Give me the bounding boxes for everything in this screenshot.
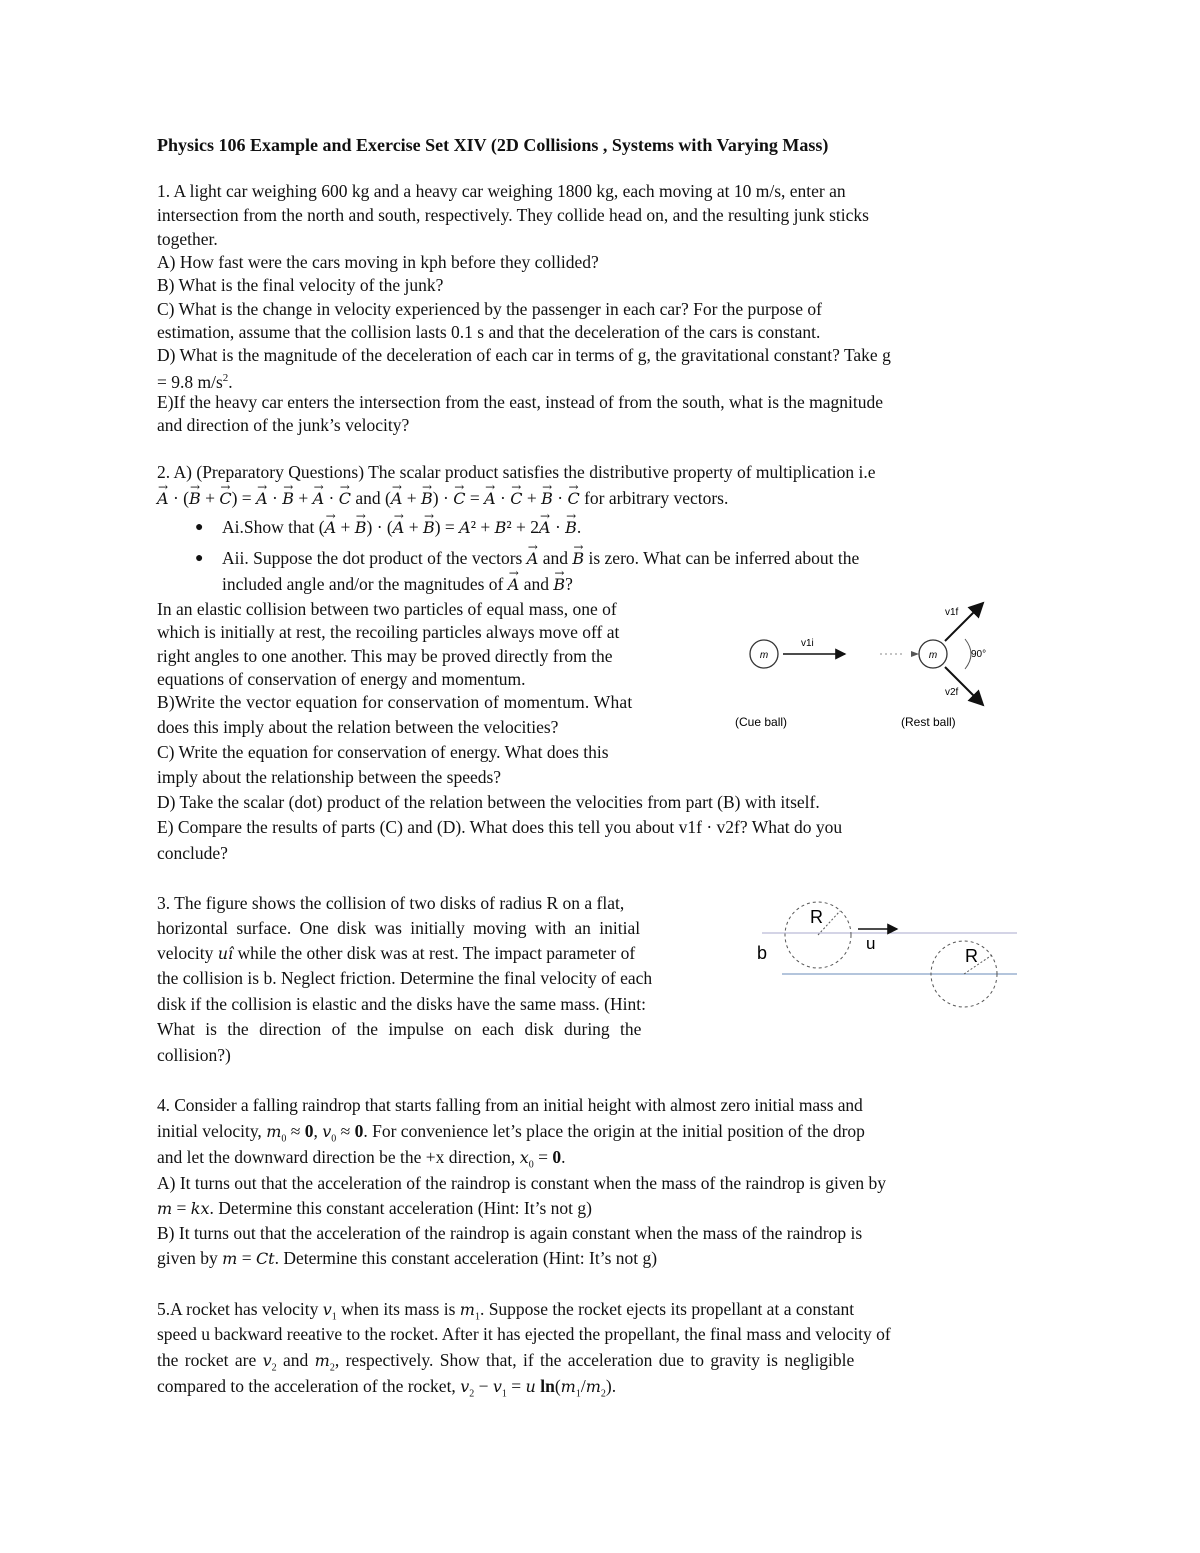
q1-part-c-line-2: estimation, assume that the collision lasts 0.1 s and that the deceleration of the cars is constant. (157, 322, 821, 342)
q2-line-1: 2. A) (Preparatory Questions) The scalar product satisfies the distributive property of multiplication i.e (157, 462, 876, 482)
q1-part-b: B) What is the final velocity of the junk? (157, 275, 444, 295)
v2f-arrow (945, 667, 983, 705)
page-title: Physics 106 Example and Exercise Set XIV (2D Collisions , Systems with Varying Mass) (157, 135, 829, 155)
q2-part-e-line-1: E) Compare the results of parts (C) and (D). What does this tell you about v1f · v2f? What do you (157, 817, 843, 837)
q3-line-4: the collision is b. Neglect friction. Determine the final velocity of each (157, 968, 653, 988)
bullet-icon: ● (195, 520, 204, 535)
q2-part-ai: Ai.Show that (→ A + → B) · (→ A + → B) = A² + B² + 2→ A · → B. (222, 515, 581, 540)
q3-line-2: horizontal surface. One disk was initially moving with an initial (157, 918, 641, 938)
velocity-label: u (866, 934, 876, 953)
v1f-label: v1f (945, 607, 959, 618)
rest-ball-caption: (Rest ball) (901, 715, 956, 729)
q2-part-d: D) Take the scalar (dot) product of the relation between the velocities from part (B) with itself. (157, 792, 820, 812)
v1i-label: v1i (801, 638, 814, 649)
q4-part-b-line-1: B) It turns out that the acceleration of the raindrop is again constant when the mass of the raindrop is (157, 1223, 863, 1243)
q1-part-d-line-2: = 9.8 $m/s^2$. (157, 371, 233, 392)
q2-part-aii-line-1: Aii. Suppose the dot product of the vectors → A and → B is zero. What can be inferred about the (222, 546, 859, 571)
q2-part-b-line-1: B)Write the vector equation for conservation of momentum. What (157, 692, 633, 712)
q3-line-3: velocity uî while the other disk was at rest. The impact parameter of (157, 943, 636, 963)
q1-part-d-line-1: D) What is the magnitude of the deceleration of each car in terms of g, the gravitational constant? Take g (157, 345, 891, 365)
q2-paragraph-line-1: In an elastic collision between two particles of equal mass, one of (157, 599, 617, 619)
q2-part-c-line-2: imply about the relationship between the speeds? (157, 767, 502, 787)
q2-part-c-line-1: C) Write the equation for conservation of energy. What does this (157, 742, 609, 762)
q1-line-2: intersection from the north and south, respectively. They collide head on, and the resulting junk sticks (157, 205, 869, 225)
q4-line-2: initial velocity, $m_0 \approx 0$, $v_0 \approx 0$. For convenience let’s place the origin at the initial position of the drop (157, 1121, 865, 1145)
q1-line-1: 1. A light car weighing 600 kg and a heavy car weighing 1800 kg, each moving at 10 m/s, enter an (157, 181, 846, 201)
q2-paragraph-line-3: right angles to one another. This may be proved directly from the (157, 646, 613, 666)
q5-line-3: the rocket are $v_2$ and $m_2$, respectively. Show that, if the acceleration due to gravity is negligible (157, 1350, 855, 1374)
v2f-label: v2f (945, 687, 959, 698)
q1-part-e-line-1: E)If the heavy car enters the intersection from the east, instead of from the south, what is the magnitude (157, 392, 884, 412)
q1-part-e-line-2: and direction of the junk’s velocity? (157, 415, 410, 435)
q3-line-1: 3. The figure shows the collision of two disks of radius R on a flat, (157, 893, 625, 913)
q2-paragraph-line-4: equations of conservation of energy and momentum. (157, 669, 526, 689)
cue-ball-caption: (Cue ball) (735, 715, 788, 729)
q4-part-b-line-2: given by m = Ct. Determine this constant acceleration (Hint: It’s not g) (157, 1248, 658, 1268)
q2-distributive-line: → A · (→ B + → C) = → A · → B + → A · → C and (→ A + → B) · → C = → A · → C + → B · → C for arbitrary vectors. (157, 486, 728, 511)
q2-paragraph-line-2: which is initially at rest, the recoiling particles always move off at (157, 622, 620, 642)
q3-line-7: collision?) (157, 1045, 231, 1065)
radius-label-1: R (810, 907, 823, 927)
q1-line-3: together. (157, 229, 218, 249)
q1-part-a: A) How fast were the cars moving in kph before they collided? (157, 252, 599, 272)
small-arrowhead (911, 651, 919, 657)
elastic-collision-diagram (725, 595, 1015, 740)
q2-part-e-line-2: conclude? (157, 843, 228, 863)
q4-part-a-line-2: m = kx. Determine this constant acceleration (Hint: It’s not g) (157, 1198, 592, 1218)
q3-line-5: disk if the collision is elastic and the disks have the same mass. (Hint: (157, 994, 646, 1014)
impact-parameter-label: b (757, 943, 768, 963)
cue-ball-mass-label: m (759, 650, 769, 661)
q2-part-aii-line-2: included angle and/or the magnitudes of → A and → B? (222, 572, 573, 597)
q5-line-1: 5.A rocket has velocity $v_1$ when its mass is $m_1$. Suppose the rocket ejects its propellant at a constant (157, 1299, 855, 1323)
q2-part-b-line-2: does this imply about the relation between the velocities? (157, 717, 559, 737)
q1-part-c-line-1: C) What is the change in velocity experienced by the passenger in each car? For the purpose of (157, 299, 822, 319)
q4-line-1: 4. Consider a falling raindrop that starts falling from an initial height with almost zero initial mass and (157, 1095, 863, 1115)
q5-line-4: compared to the acceleration of the rocket, $v_2 - v_1 = u$ $\ln(m_1/m_2)$. (157, 1376, 617, 1400)
radius-label-2: R (965, 946, 978, 966)
q4-part-a-line-1: A) It turns out that the acceleration of the raindrop is constant when the mass of the raindrop is given by (157, 1173, 886, 1193)
q5-line-2: speed u backward reeative to the rocket. After it has ejected the propellant, the final mass and velocity of (157, 1324, 891, 1344)
rest-ball-mass-label: m (928, 650, 938, 661)
disk-collision-diagram (752, 895, 1022, 1015)
q3-line-6: What is the direction of the impulse on each disk during the (157, 1019, 642, 1039)
angle-label: 90° (971, 649, 987, 660)
q4-line-3: and let the downward direction be the +x direction, $x_0 = 0$. (157, 1147, 566, 1171)
bullet-icon: ● (195, 551, 204, 566)
